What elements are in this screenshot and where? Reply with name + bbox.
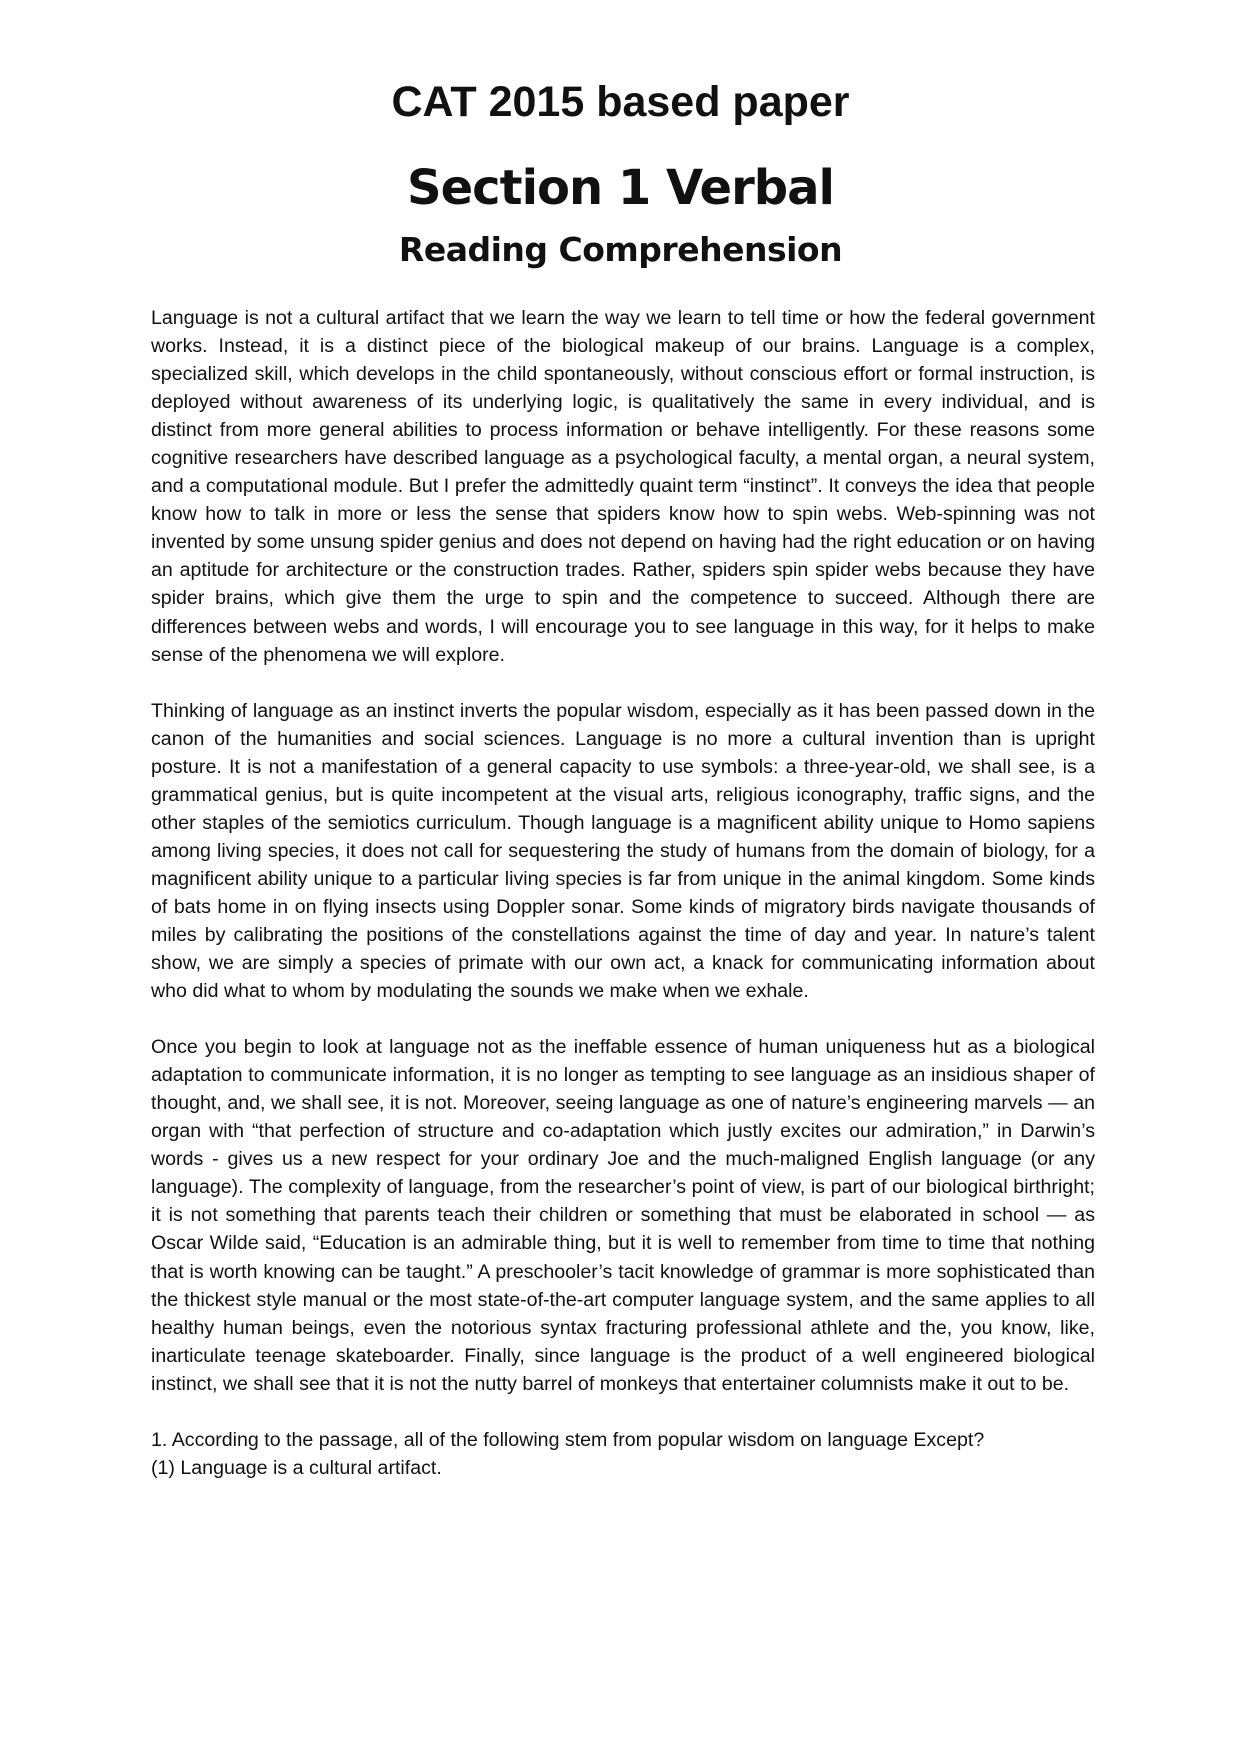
subsection-title: Reading Comprehension <box>398 230 843 269</box>
passage-paragraph-3: Once you begin to look at language not as the ineffable essence of human uniqueness hut as a biological adaptation to communicate information, it is no longer as tempting to see language as an insidious shaper of thought, and, we shall see, it is not. Moreover, seeing language as one of nature’s engineering marvels — an organ with “that perfection of structure and co-adaptation which justly excites our admiration,” in Darwin’s words - gives us a new respect for your ordinary Joe and the much-maligned English language (or any language). The complexity of language, from the researcher’s point of view, is part of our biological birthright; it is not something that parents teach their children or something that must be elaborated in school — as Oscar Wilde said, “Education is an admirable thing, but it is well to remember from time to time that nothing that is worth knowing can be taught.” A preschooler’s tacit knowledge of grammar is more sophisticated than the thickest style manual or the most state-of-the-art computer language system, and the same applies to all healthy human beings, even the notorious syntax fracturing professional athlete and the, you know, like, inarticulate teenage skateboarder. Finally, since language is the product of a well engineered biological instinct, we shall see that it is not the nutty barrel of monkeys that entertainer columnists make it out to be. <box>151 1036 1095 1395</box>
paper-title: CAT 2015 based paper <box>391 78 850 126</box>
question-block <box>151 1426 1095 1482</box>
passage-body <box>151 304 1095 1482</box>
section-title: Section 1 Verbal <box>407 160 834 216</box>
passage-paragraph-1: Language is not a cultural artifact that we learn the way we learn to tell time or how the federal government works. Instead, it is a distinct piece of the biological makeup of our brains. Language is a complex, specialized skill, which develops in the child spontaneously, without conscious effort or formal instruction, is deployed without awareness of its underlying logic, is qualitatively the same in every individual, and is distinct from more general abilities to process information or behave intelligently. For these reasons some cognitive researchers have described language as a psychological faculty, a mental organ, a neural system, and a computational module. But I prefer the admittedly quaint term “instinct”. It conveys the idea that people know how to talk in more or less the sense that spiders know how to spin webs. Web-spinning was not invented by some unsung spider genius and does not depend on having had the right education or on having an aptitude for architecture or the construction trades. Rather, spiders spin spider webs because they have spider brains, which give them the urge to spin and the competence to succeed. Although there are differences between webs and words, I will encourage you to see language in this way, for it helps to make sense of the phenomena we will explore. <box>151 307 1095 666</box>
passage-paragraph-2: Thinking of language as an instinct inverts the popular wisdom, especially as it has been passed down in the canon of the humanities and social sciences. Language is no more a cultural invention than is upright posture. It is not a manifestation of a general capacity to use symbols: a three-year-old, we shall see, is a grammatical genius, but is quite incompetent at the visual arts, religious iconography, traffic signs, and the other staples of the semiotics curriculum. Though language is a magnificent ability unique to Homo sapiens among living species, it does not call for sequestering the study of humans from the domain of biology, for a magnificent ability unique to a particular living species is far from unique in the animal kingdom. Some kinds of bats home in on flying insects using Doppler sonar. Some kinds of migratory birds navigate thousands of miles by calibrating the positions of the constellations against the time of day and year. In nature’s talent show, we are simply a species of primate with our own act, a knack for communicating information about who did what to whom by modulating the sounds we make when we exhale. <box>151 699 1095 1003</box>
answer-option-1: (1) Language is a cultural artifact. <box>151 1456 442 1479</box>
question-text: 1. According to the passage, all of the following stem from popular wisdom on language Except? <box>151 1428 985 1451</box>
